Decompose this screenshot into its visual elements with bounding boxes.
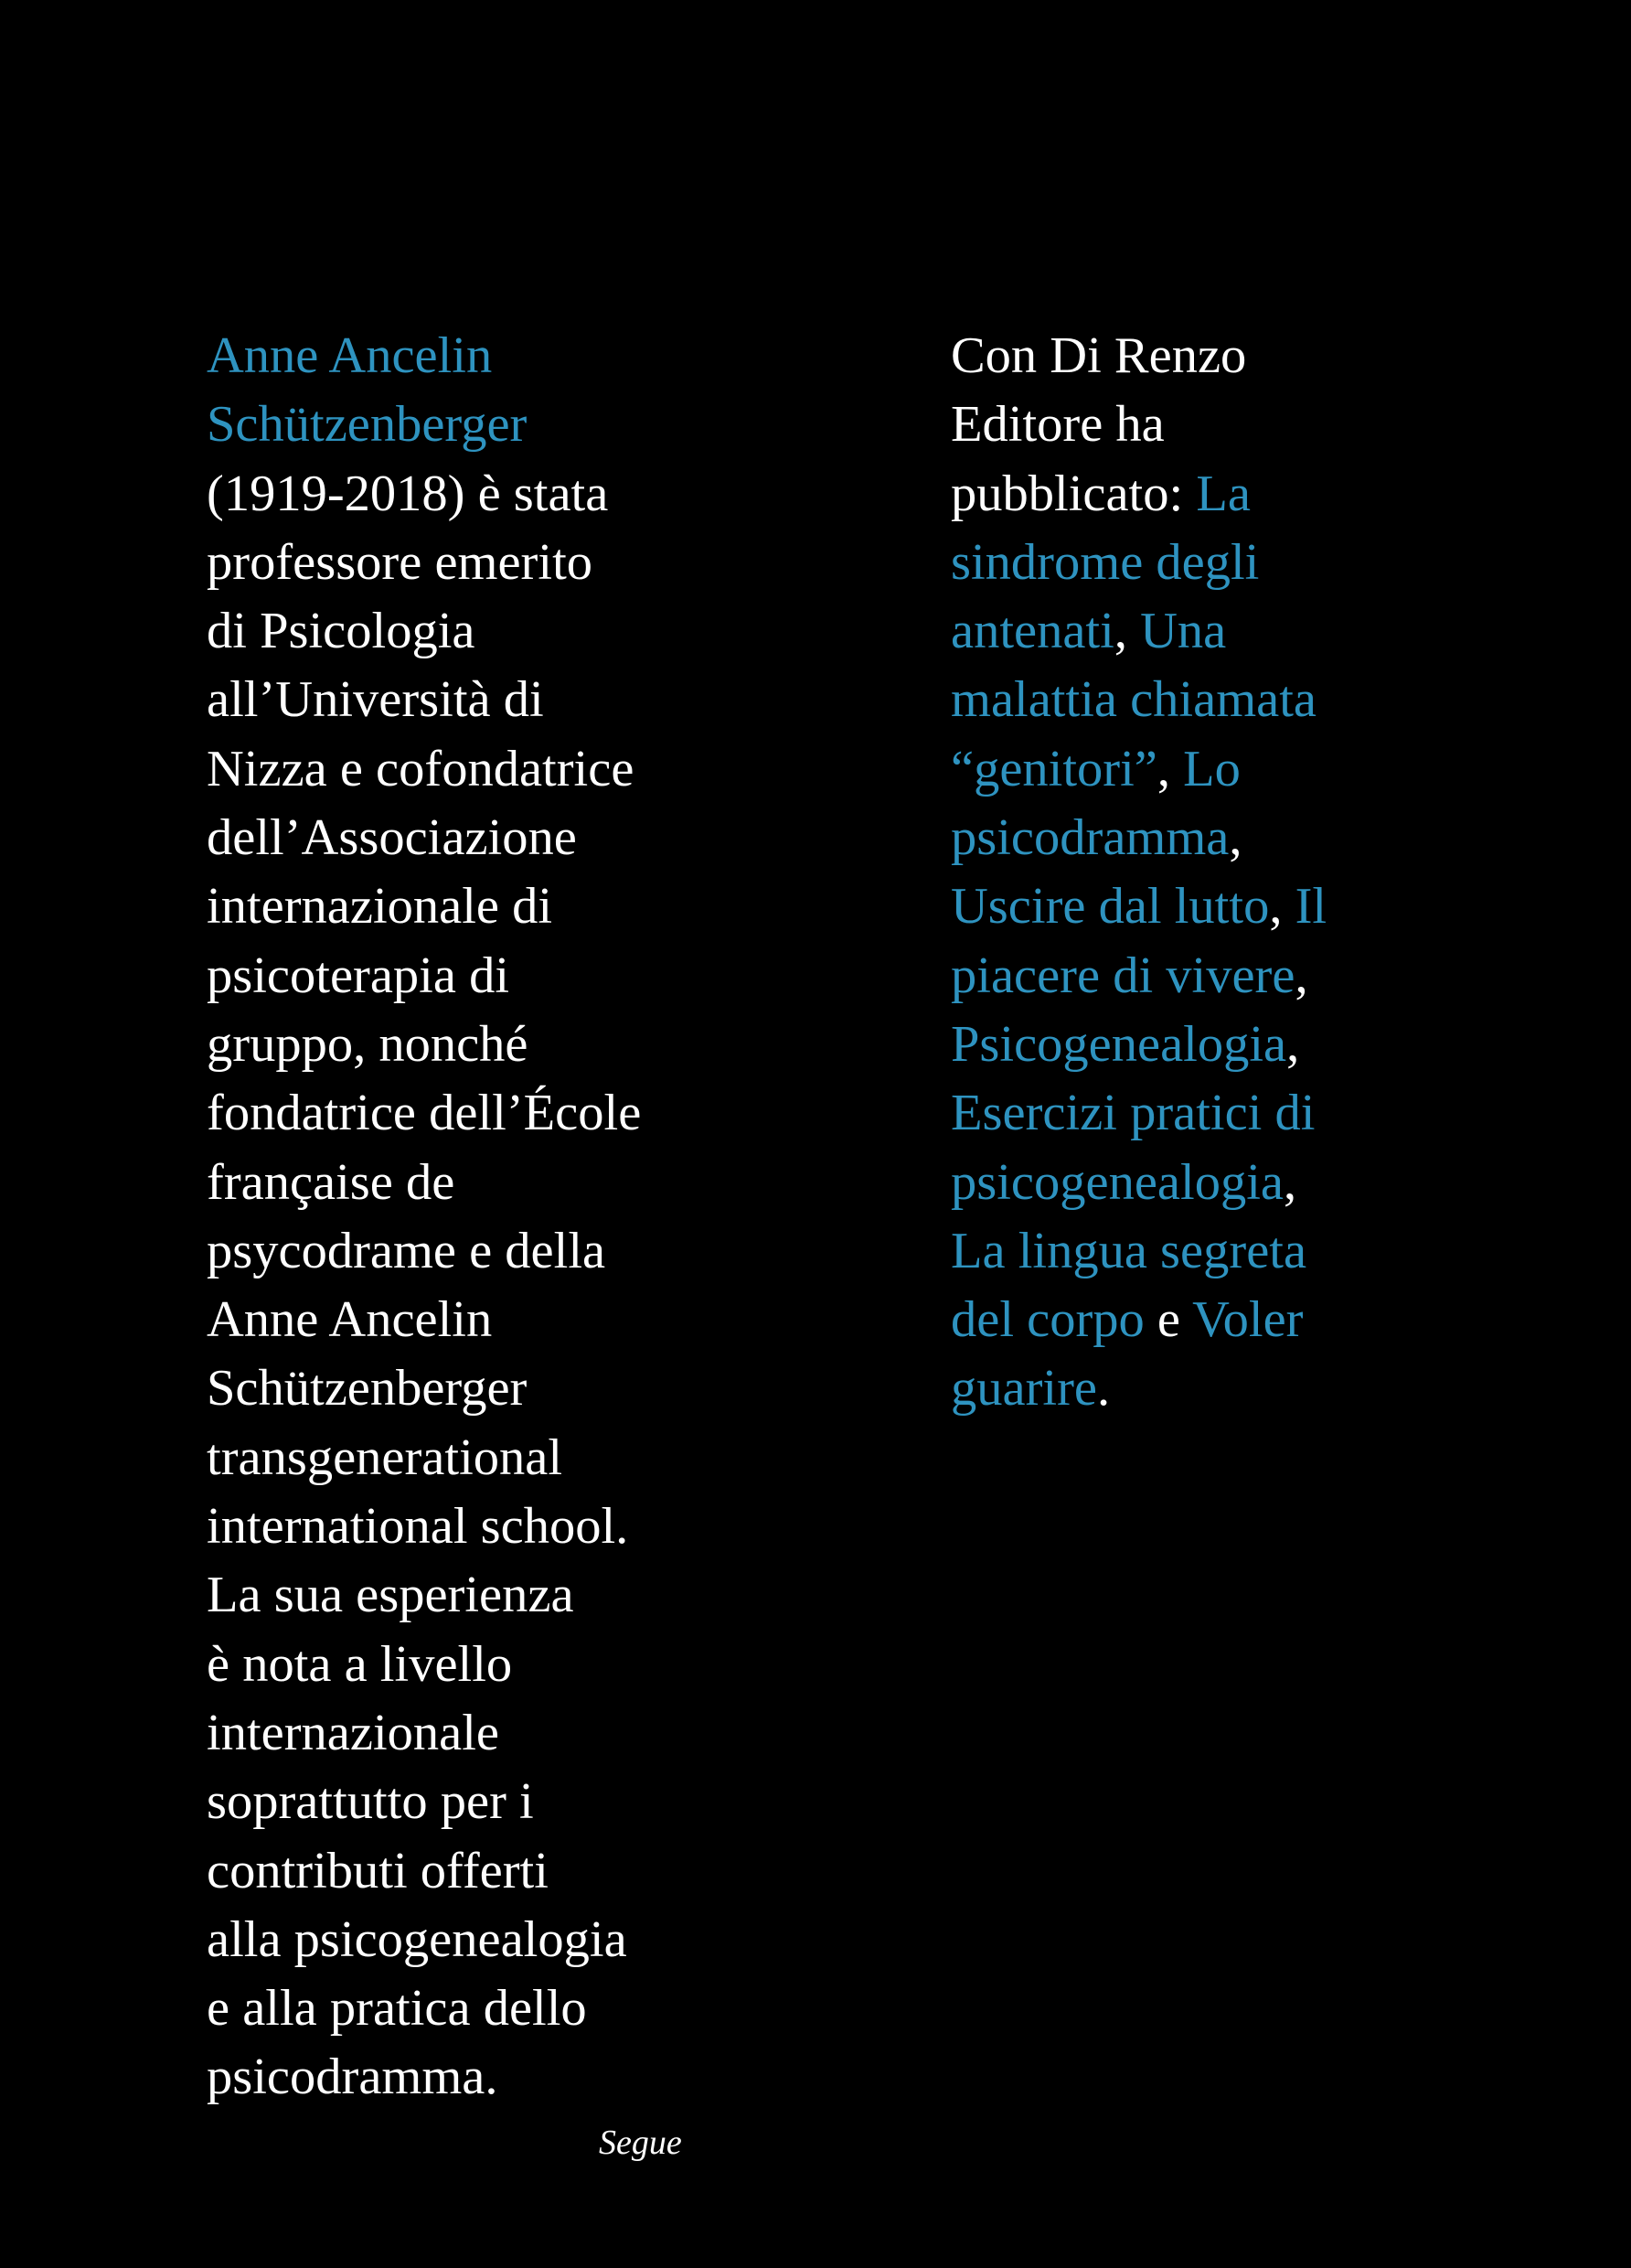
bio-line: di Psicologia — [207, 603, 475, 660]
bio-line: (1919-2018) è stata — [207, 465, 609, 522]
publications-line-9 — [951, 872, 1463, 941]
book-title: psicogenealogia — [951, 1153, 1284, 1211]
separator: . — [1096, 1360, 1111, 1418]
bio-line: La sua esperienza — [207, 1567, 574, 1624]
publications-line-3 — [951, 460, 1463, 529]
bio-line: Schützenberger — [207, 1360, 528, 1418]
bio-line: Nizza e cofondatrice — [207, 740, 634, 797]
book-title: “genitori” — [951, 740, 1157, 797]
book-title: La — [1196, 465, 1251, 522]
bio-line: transgenerational — [207, 1428, 563, 1486]
bio-line: internazionale — [207, 1704, 499, 1761]
continue-label: Segue — [599, 2124, 682, 2162]
bio-line: internazionale di — [207, 878, 553, 936]
author-name-line-1: Anne Ancelin — [207, 327, 493, 384]
publications-intro-line-3: pubblicato: — [951, 465, 1197, 522]
bio-line: psicoterapia di — [207, 947, 510, 1004]
book-title: antenati — [951, 603, 1114, 660]
separator: , — [1157, 740, 1184, 797]
publications-line-11 — [951, 1011, 1463, 1079]
author-bio — [207, 322, 719, 2113]
bio-line: psicodramma. — [207, 2049, 498, 2106]
book-title: sindrome degli — [951, 533, 1260, 591]
author-name-line-2: Schützenberger — [207, 396, 528, 454]
book-title: malattia chiamata — [951, 671, 1317, 729]
book-title: piacere di vivere — [951, 947, 1295, 1004]
publications-intro-line-1: Con Di Renzo — [951, 327, 1247, 384]
bio-line: contributi offerti — [207, 1842, 549, 1899]
separator: , — [1283, 1153, 1297, 1211]
bio-line: e alla pratica dello — [207, 1980, 587, 2038]
publications-line-16 — [951, 1354, 1463, 1423]
book-title: del corpo — [951, 1291, 1145, 1349]
publications-line-13 — [951, 1149, 1463, 1217]
bio-line: Anne Ancelin — [207, 1291, 493, 1349]
bio-line: fondatrice dell’École — [207, 1085, 642, 1142]
book-title: Uscire dal lutto — [951, 878, 1270, 936]
book-title: Lo — [1183, 740, 1241, 797]
bio-line: française de — [207, 1153, 455, 1211]
publications-line-7 — [951, 735, 1463, 804]
bio-line: dell’Associazione — [207, 809, 577, 867]
separator: , — [1229, 809, 1242, 867]
bio-line: gruppo, nonché — [207, 1015, 528, 1073]
separator: , — [1295, 947, 1308, 1004]
publications-list — [951, 322, 1463, 1424]
publications-line-8 — [951, 804, 1463, 872]
book-title: Esercizi pratici di — [951, 1085, 1316, 1142]
separator: , — [1286, 1015, 1300, 1073]
bio-line: psycodrame e della — [207, 1222, 606, 1279]
book-title: La lingua segreta — [951, 1222, 1307, 1279]
bio-line: all’Università di — [207, 671, 544, 729]
bio-line: professore emerito — [207, 533, 593, 591]
bio-line: è nota a livello — [207, 1635, 513, 1693]
publications-line-5 — [951, 597, 1463, 666]
separator: , — [1114, 603, 1141, 660]
publications-line-10 — [951, 942, 1463, 1011]
book-title: Il — [1295, 878, 1327, 936]
bio-line: alla psicogenealogia — [207, 1910, 627, 1968]
publications-line-15 — [951, 1286, 1463, 1354]
book-title: Voler — [1192, 1291, 1304, 1349]
separator: , — [1269, 878, 1295, 936]
book-title: psicodramma — [951, 809, 1230, 867]
book-title: Psicogenealogia — [951, 1015, 1287, 1073]
book-title: Una — [1140, 603, 1227, 660]
publications-intro-line-2: Editore ha — [951, 396, 1165, 454]
book-title: guarire — [951, 1360, 1097, 1418]
bio-line: international school. — [207, 1498, 629, 1556]
bio-line: soprattutto per i — [207, 1773, 534, 1831]
separator: e — [1144, 1291, 1193, 1349]
